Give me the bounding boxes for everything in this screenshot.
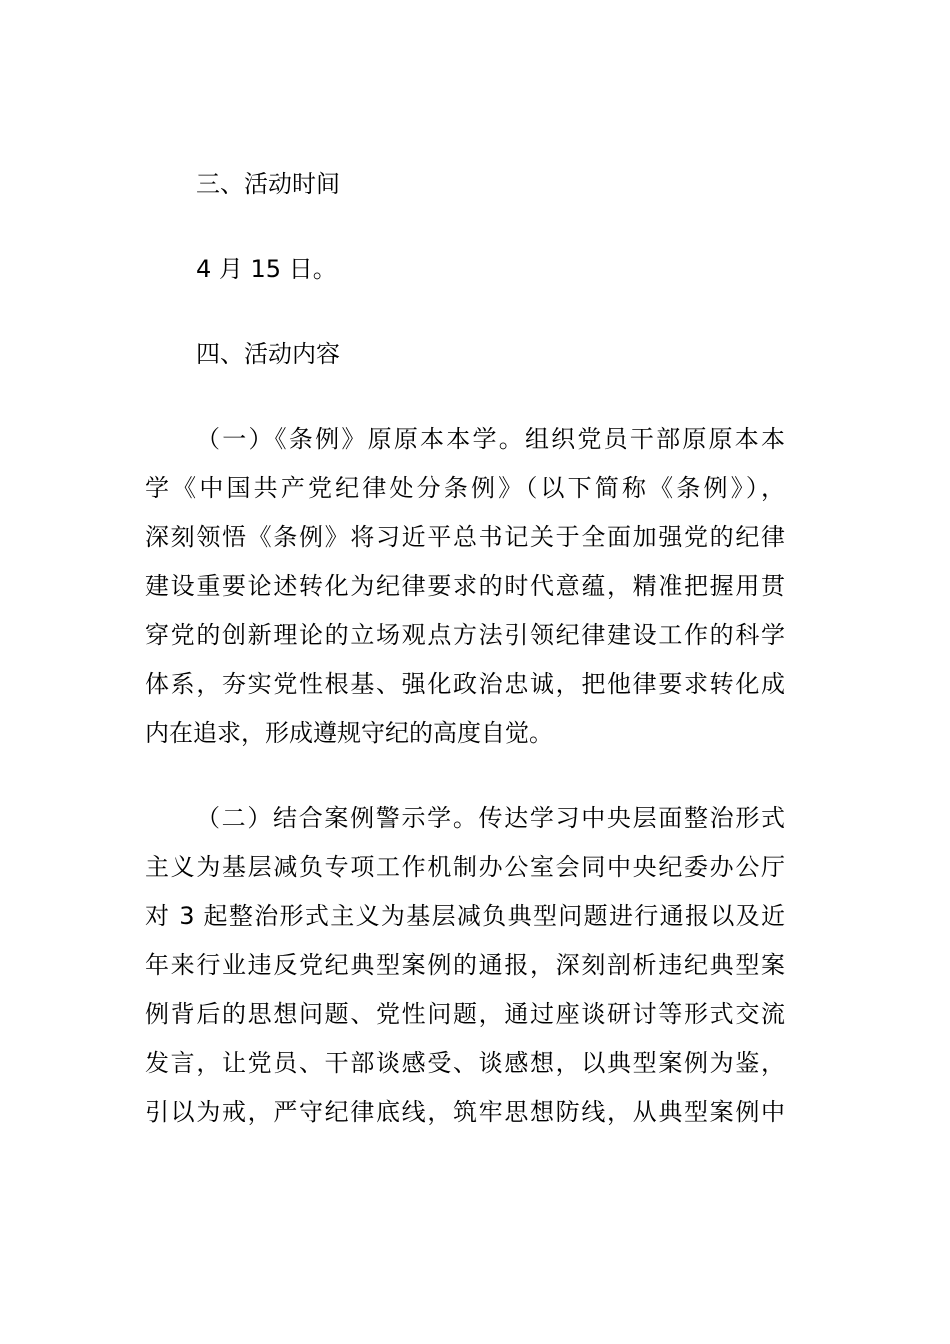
paragraph-line: （二）结合案例警示学。传达学习中央层面整治形式 <box>196 804 785 832</box>
paragraph-line: 引以为戒，严守纪律底线，筑牢思想防线，从典型案例中 <box>145 1098 785 1126</box>
paragraph-line: 穿党的创新理论的立场观点方法引领纪律建设工作的科学 <box>145 621 785 649</box>
paragraph-line: 深刻领悟《条例》将习近平总书记关于全面加强党的纪律 <box>145 523 785 551</box>
paragraph-line: 对 3 起整治形式主义为基层减负典型问题进行通报以及近 <box>145 902 785 930</box>
paragraph-case-warning-study <box>145 794 785 1137</box>
section-heading-activity-time: 三、活动时间 <box>196 170 340 198</box>
paragraph-line: 年来行业违反党纪典型案例的通报，深刻剖析违纪典型案 <box>145 951 785 979</box>
paragraph-line: 体系，夯实党性根基、强化政治忠诚，把他律要求转化成 <box>145 670 785 698</box>
paragraph-line: 内在追求，形成遵规守纪的高度自觉。 <box>145 719 553 747</box>
paragraph-line: 例背后的思想问题、党性问题，通过座谈研讨等形式交流 <box>145 1000 785 1028</box>
paragraph-line: 主义为基层减负专项工作机制办公室会同中央纪委办公厅 <box>145 853 785 881</box>
paragraph-line: 学《中国共产党纪律处分条例》（以下简称《条例》）， <box>145 474 785 502</box>
paragraph-study-regulations <box>145 415 785 758</box>
paragraph-line: （一）《条例》原原本本学。组织党员干部原原本本 <box>196 425 785 453</box>
document-body <box>145 160 785 1137</box>
section-heading-activity-content: 四、活动内容 <box>196 340 340 368</box>
paragraph-line: 建设重要论述转化为纪律要求的时代意蕴，精准把握用贯 <box>145 572 785 600</box>
paragraph-line: 发言，让党员、干部谈感受、谈感想，以典型案例为鉴， <box>145 1049 785 1077</box>
activity-date: 4 月 15 日。 <box>196 255 337 283</box>
